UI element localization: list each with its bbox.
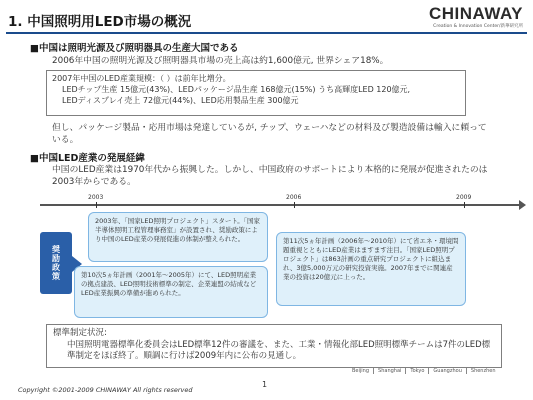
city-label: Tokyo [405, 368, 428, 374]
copyright: Copyright ©2001-2009 CHINAWAY All rights reserved [18, 386, 193, 394]
timeline-tick [464, 202, 465, 208]
timeline-arrow-icon [519, 200, 526, 210]
incentive-policy-tab: 奨励政策 [40, 232, 72, 294]
box-line-2: LEDディスプレイ売上 72億元(44%)、LED応用製品生産 300億元 [62, 96, 299, 106]
city-label: Beijing [352, 368, 370, 374]
office-cities [348, 368, 500, 374]
section1-heading: ■中国は照明光源及び照明器具の生産大国である [30, 43, 239, 54]
timeline-label-2006: 2006 [286, 194, 302, 201]
standards-box [46, 324, 502, 368]
page-title: 1. 中国照明用LED市場の概況 [8, 14, 192, 30]
timeline-tick [96, 202, 97, 208]
note-2003-project: 2003年、「国家LED照明プロジェクト」スタート。「国家半導体照明工程管理事務室」が設置され、奨励政策により中国のLED産業の発展促進の体制が整えられた。 [88, 212, 268, 262]
standards-title: 標準制定状況: [53, 328, 107, 338]
chinaway-logo [423, 5, 523, 35]
timeline [40, 194, 520, 212]
city-label: Shenzhen [466, 368, 500, 374]
box-line-1: LEDチップ生産 15億元(43%)、LEDパッケージ品生産 168億元(15%) うち高輝度LED 120億元, [62, 85, 411, 95]
title-divider [6, 32, 527, 34]
section2-paragraph: 中国のLED産業は1970年代から振興した。しかし、中国政府のサポートにより本格的に発展が促進されたのは2003年からである。 [52, 165, 488, 187]
section2-heading: ■中国LED産業の発展経緯 [30, 153, 145, 164]
page-number: 1 [262, 380, 268, 389]
logo-tagline: Creation & Innovation Center/新華研究所 [433, 24, 523, 29]
standards-text: 中国照明電器標準化委員会はLED標準12件の審議を、また、工業・情報化部LED照明標準チームは7件のLED標準制定をほぼ終了。順調に行けば2009年内に公布の見通し。 [67, 339, 491, 361]
timeline-tick [294, 202, 295, 208]
city-label: Shanghai [373, 368, 405, 374]
section1-paragraph: 但し、パッケージ製品・応用市場は発達しているが, チップ、ウェーハなどの材料及び製造設備は輸入に頼っている。 [52, 123, 487, 145]
led-industry-scale-box [46, 70, 466, 116]
logo-text: CHINAWAY [428, 4, 523, 23]
timeline-label-2009: 2009 [456, 194, 472, 201]
note-11th-five-year-plan: 第11次5ヵ年計画（2006年～2010年）にて省エネ・環境問題重視とともにLED産業はますます注目。「国家LED照明プロジェクト」は863計画の重点研究プロジェクトに組込まれ、3億5,000万元の研究投資実施。2007年までに関連産業の投資は20億元に上った。 [276, 232, 466, 306]
section1-market-line: 2006年中国の照明光源及び照明器具市場の売上高は約1,600億元, 世界シェア18%。 [52, 56, 389, 66]
city-label: Guangzhou [428, 368, 465, 374]
timeline-label-2003: 2003 [88, 194, 104, 201]
box-title: 2007年中国のLED産業規模：（ ）は前年比増分。 [52, 74, 231, 83]
timeline-axis [40, 204, 520, 206]
note-10th-five-year-plan: 第10次5ヵ年計画（2001年～2005年）にて、LED照明産業の拠点建設、LED照明技術標準の制定、企業連盟の結成などLED産業振興の準備が進められた。 [74, 266, 268, 318]
